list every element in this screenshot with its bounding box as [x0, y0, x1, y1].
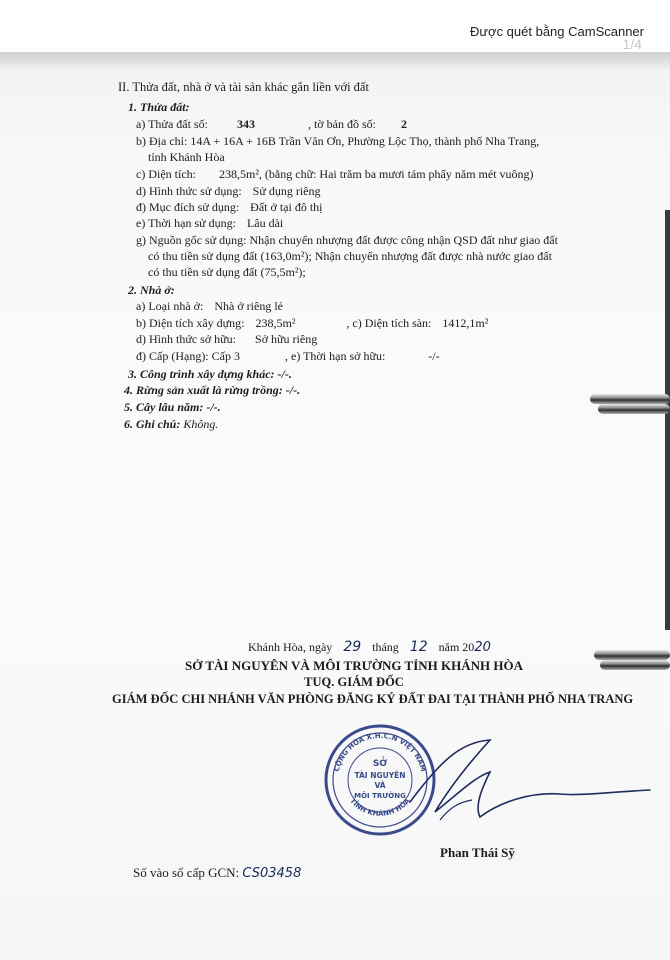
ownership-term-label: , e) Thời hạn sở hữu: — [285, 349, 386, 363]
usage-form-label: d) Hình thức sử dụng: — [136, 184, 242, 198]
note-line — [124, 417, 218, 431]
year-suffix: 20 — [474, 640, 491, 655]
signing-date — [248, 640, 491, 655]
registry-line — [133, 866, 301, 881]
signer-name: Phan Thái Sỹ — [440, 845, 515, 860]
ownership-form-label: d) Hình thức sở hữu: — [136, 332, 237, 346]
binder-edge — [665, 210, 670, 630]
land-heading: 1. Thửa đất: — [128, 100, 190, 114]
grade-value: Cấp 3 — [211, 349, 240, 363]
month-label: tháng — [372, 640, 399, 654]
address-line-2: tỉnh Khánh Hòa — [148, 150, 225, 164]
day-value: 29 — [343, 639, 362, 655]
camscanner-label: Được quét bằng CamScanner — [469, 24, 644, 39]
parcel-number-value: 343 — [236, 117, 255, 131]
seal-bottom-text: TỈNH KHÁNH HÒA — [348, 796, 412, 818]
binder-ring-bottom — [594, 650, 670, 660]
place-prefix: Khánh Hòa, ngày — [248, 640, 333, 654]
floor-area-value: 1412,1m² — [442, 316, 489, 330]
land-parcel-line — [136, 117, 407, 131]
usage-term-value: Lâu dài — [246, 216, 284, 230]
address-line-1: b) Địa chỉ: 14A + 16A + 16B Trần Văn Ơn, Phường Lộc Thọ, thành phố Nha Trang, — [136, 134, 540, 148]
seal-line-3: VÀ — [374, 781, 386, 790]
construction-area-value: 238,5m² — [255, 316, 296, 330]
page-number: 1/4 — [622, 36, 642, 52]
issuing-org: SỞ TÀI NGUYÊN VÀ MÔI TRƯỜNG TỈNH KHÁNH HÒA — [184, 658, 524, 673]
land-area-label: c) Diện tích: — [136, 167, 196, 181]
usage-purpose-line — [136, 200, 323, 214]
month-value: 12 — [409, 639, 428, 655]
forest-production: 4. Rừng sản xuất là rừng trồng: -/-. — [124, 383, 301, 397]
note-value: Không. — [183, 417, 219, 431]
other-works: 3. Công trình xây dựng khác: -/-. — [128, 367, 292, 381]
binder-ring-top — [590, 394, 670, 404]
grade-line — [136, 349, 440, 363]
perennial-trees: 5. Cây lâu năm: -/-. — [124, 400, 221, 414]
house-heading: 2. Nhà ở: — [128, 283, 175, 297]
note-label: 6. Ghi chú: — [124, 417, 181, 431]
construction-area-line — [136, 316, 488, 330]
origin-line-2: có thu tiền sử dụng đất (163,0m²); Nhận chuyển nhượng đất được nhà nước giao đất — [148, 249, 552, 263]
usage-term-line — [136, 216, 283, 230]
usage-term-label: e) Thời hạn sử dụng: — [136, 216, 236, 230]
origin-line-1: g) Nguồn gốc sử dụng: Nhận chuyển nhượng đất được công nhận QSD đất như giao đất — [136, 233, 558, 247]
house-type-line — [136, 299, 283, 313]
origin-line-3: có thu tiền sử dụng đất (75,5m²); — [148, 265, 306, 279]
registry-value: CS03458 — [242, 866, 302, 881]
handwritten-signature — [380, 732, 660, 842]
usage-form-line — [136, 184, 321, 198]
section-title: II. Thửa đất, nhà ở và tài sản khác gắn liền với đất — [118, 80, 369, 94]
seal-ring-text: CỘNG HÒA X.H.C.N VIỆT NAM — [332, 731, 428, 773]
land-area-value: 238,5m², (bằng chữ: Hai trăm ba mươi tám phẩy năm mét vuông) — [218, 167, 534, 181]
map-sheet-value: 2 — [400, 117, 407, 131]
seal-line-1: SỞ — [372, 759, 388, 769]
ownership-term-value: -/- — [428, 349, 440, 363]
ownership-form-value: Sở hữu riêng — [255, 332, 318, 346]
usage-purpose-value: Đất ở tại đô thị — [250, 200, 323, 214]
floor-area-label: , c) Diện tích sàn: — [346, 316, 432, 330]
land-area-line — [136, 167, 534, 181]
binder-ring-bottom-inner — [600, 660, 670, 670]
registry-label: Số vào sổ cấp GCN: — [133, 865, 240, 880]
year-label: năm 20 — [438, 640, 475, 654]
binder-ring-top-inner — [598, 404, 670, 414]
house-type-value: Nhà ở riêng lẻ — [214, 299, 283, 313]
ownership-form-line — [136, 332, 317, 346]
seal-line-4: MÔI TRƯỜNG — [354, 792, 406, 800]
map-sheet-label: , tờ bản đồ số: — [307, 117, 376, 131]
seal-line-2: TÀI NGUYÊN — [354, 771, 406, 780]
grade-label: đ) Cấp (Hạng): — [136, 349, 209, 363]
usage-purpose-label: đ) Mục đích sử dụng: — [136, 200, 240, 214]
top-bar — [0, 0, 670, 52]
construction-area-label: b) Diện tích xây dựng: — [136, 316, 245, 330]
house-type-label: a) Loại nhà ở: — [136, 299, 204, 313]
tuq-title: TUQ. GIÁM ĐỐC — [304, 675, 404, 689]
director-title: GIÁM ĐỐC CHI NHÁNH VĂN PHÒNG ĐĂNG KÝ ĐẤT ĐAI TẠI THÀNH PHỐ NHA TRANG — [112, 692, 634, 706]
page-edge-shadow — [0, 52, 670, 70]
parcel-number-label: a) Thửa đất số: — [136, 117, 208, 131]
usage-form-value: Sử dụng riêng — [252, 184, 321, 198]
